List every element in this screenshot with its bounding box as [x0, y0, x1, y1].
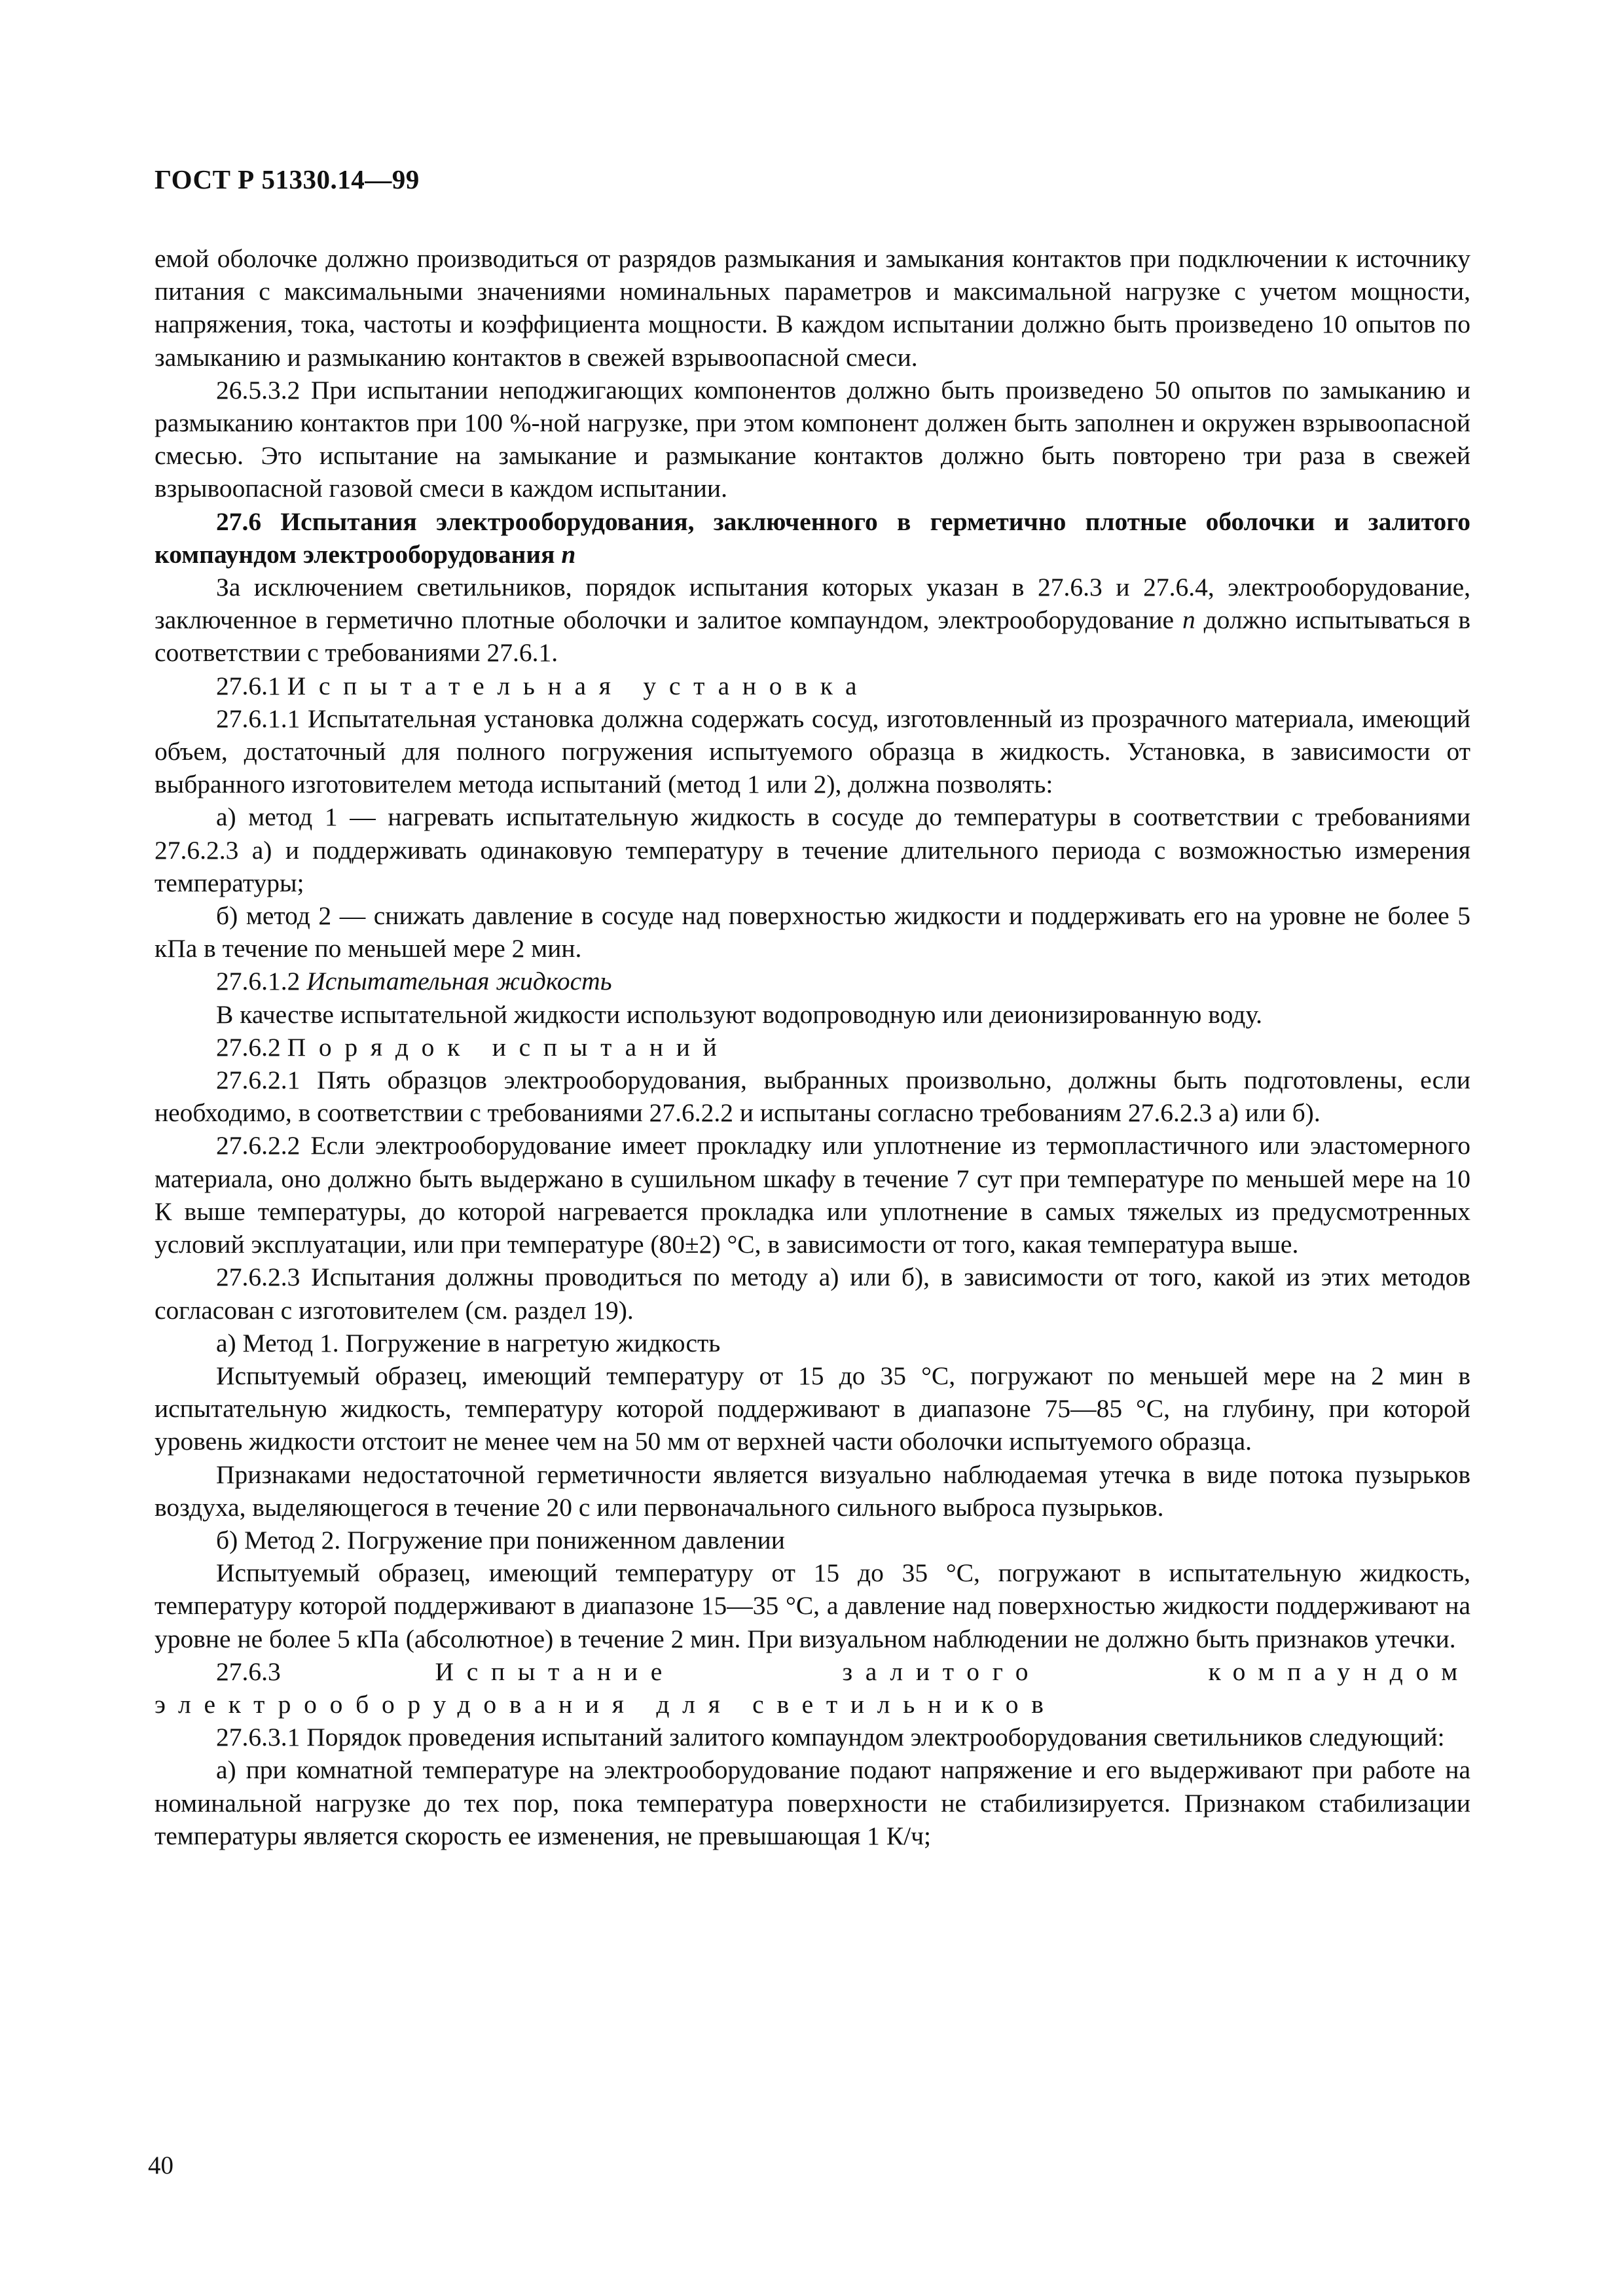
paragraph-italic-title: Испытательная жидкость — [306, 967, 612, 996]
list-item-b: б) метод 2 — снижать давление в сосуде над поверхностью жидкости и поддерживать его на уровне не более 5 кПа в течение по меньшей мере 2 мин. — [155, 901, 1470, 963]
paragraph-27-6-2-2: 27.6.2.2 Если электрооборудование имеет прокладку или уплотнение из термопластичного или эластомерного материала, оно должно быть выдержано в сушильном шкафу в течение 7 сут при температуре по меньшей мере на 10 К выше температуры, до которой нагревается прокладка или уплотнение в самых тяжелых из предусмотренных условий эксплуатации, или при температуре (80±2) °С, в зависимости от того, какая температура выше. — [155, 1131, 1470, 1259]
document-header: ГОСТ Р 51330.14—99 — [155, 164, 420, 194]
method-2-title: б) Метод 2. Погружение при пониженном давлении — [216, 1525, 785, 1554]
method-1-description: Испытуемый образец, имеющий температуру от 15 до 35 °С, погружают по меньшей мере на 2 мин в испытательную жидкость, температуру которой поддерживают в диапазоне 75—85 °С, на глубину, при которой уровень жидкости отстоит не менее чем на 50 мм от верхней части оболочки испытуемого образца. — [155, 1361, 1470, 1456]
paragraph-test-liquid: В качестве испытательной жидкости используют водопроводную или деионизированную воду. — [216, 999, 1263, 1029]
paragraph-27-6-intro — [155, 571, 1470, 670]
subsection-number: 27.6.2 — [216, 1032, 281, 1062]
paragraph-26-5-3-2: 26.5.3.2 При испытании неподжигающих компонентов должно быть произведено 50 опытов по замыканию и размыканию контактов при 100 %-ной нагрузке, при этом компонент должен быть заполнен и окружен взрывоопасной смесью. Это испытание на замыкание и размыкание контактов должно быть повторено три раза в свежей взрывоопасной газовой смеси в каждом испытании. — [155, 375, 1470, 503]
paragraph-27-6-1-2 — [155, 965, 1470, 997]
paragraph-number: 27.6.1.2 — [216, 967, 301, 996]
document-body — [155, 242, 1470, 1852]
subsection-title: Испытание залитого компаундом электрооборудования для светильников — [155, 1657, 1470, 1719]
paragraph-italic: n — [1182, 605, 1195, 635]
subsection-heading-27-6-2 — [155, 1031, 1470, 1064]
section-heading-suffix: n — [561, 539, 576, 569]
subsection-title: Испытательная установка — [287, 671, 870, 700]
method-1-title: а) Метод 1. Погружение в нагретую жидкость — [216, 1328, 721, 1357]
paragraph-text-after: должно испытываться в соответствии с требованиями 27.6.1. — [155, 605, 1470, 668]
subsection-number: 27.6.3 — [216, 1657, 281, 1686]
subsection-heading-27-6-1 — [155, 670, 1470, 702]
paragraph-text: За исключением светильников, порядок испытания которых указан в 27.6.3 и 27.6.4, электрооборудование, заключенное в герметично плотные оболочки и залитое компаундом, электрооборудование — [155, 573, 1470, 635]
list-item-a: а) метод 1 — нагревать испытательную жидкость в сосуде до температуры в соответствии с требованиями 27.6.2.3 а) и поддерживать одинаковую температуру в течение длительного периода с возможностью измерения температуры; — [155, 802, 1470, 897]
list-item-a-luminaires: а) при комнатной температуре на электрооборудование подают напряжение и его выдерживают при работе на номинальной нагрузке до тех пор, пока температура поверхности не стабилизируется. Признаком стабилизации температуры является скорость ее изменения, не превышающая 1 К/ч; — [155, 1755, 1470, 1850]
method-2-description: Испытуемый образец, имеющий температуру от 15 до 35 °С, погружают в испытательную жидкость, температуру которой поддерживают в диапазоне 15—35 °С, а давление над поверхностью жидкости поддерживают на уровне не более 5 кПа (абсолютное) в течение 2 мин. При визуальном наблюдении не должно быть признаков утечки. — [155, 1558, 1470, 1653]
paragraph-27-6-2-1: 27.6.2.1 Пять образцов электрооборудования, выбранных произвольно, должны быть подготовлены, если необходимо, в соответствии с требованиями 27.6.2.2 и испытаны согласно требованиям 27.6.2.3 а) или б). — [155, 1066, 1470, 1128]
page-number: 40 — [148, 2151, 173, 2179]
paragraph-continued: емой оболочке должно производиться от разрядов размыкания и замыкания контактов при подключении к источнику питания с максимальными значениями номинальных параметров и максимальной нагрузке с учетом мощности, напряжения, тока, частоты и коэффициента мощности. В каждом испытании должно быть произведено 10 опытов по замыканию и размыканию контактов в свежей взрывоопасной смеси. — [155, 244, 1470, 372]
subsection-title: Порядок испытаний — [287, 1032, 730, 1062]
paragraph-27-6-3-1: 27.6.3.1 Порядок проведения испытаний залитого компаундом электрооборудования светильников следующий: — [216, 1723, 1445, 1752]
subsection-heading-27-6-3 — [155, 1655, 1470, 1721]
subsection-number: 27.6.1 — [216, 671, 281, 700]
paragraph-27-6-1-1: 27.6.1.1 Испытательная установка должна содержать сосуд, изготовленный из прозрачного материала, имеющий объем, достаточный для полного погружения испытуемого образца в жидкость. Установка, в зависимости от выбранного изготовителем метода испытаний (метод 1 или 2), должна позволять: — [155, 704, 1470, 799]
method-1-criteria: Признаками недостаточной герметичности является визуально наблюдаемая утечка в виде потока пузырьков воздуха, выделяющегося в течение 20 с или первоначального сильного выброса пузырьков. — [155, 1460, 1470, 1522]
paragraph-27-6-2-3: 27.6.2.3 Испытания должны проводиться по методу а) или б), в зависимости от того, какой из этих методов согласован с изготовителем (см. раздел 19). — [155, 1263, 1470, 1325]
section-heading-text: 27.6 Испытания электрооборудования, заключенного в герметично плотные оболочки и залитого компаундом электрооборудования — [155, 507, 1470, 569]
section-heading-27-6 — [155, 505, 1470, 571]
